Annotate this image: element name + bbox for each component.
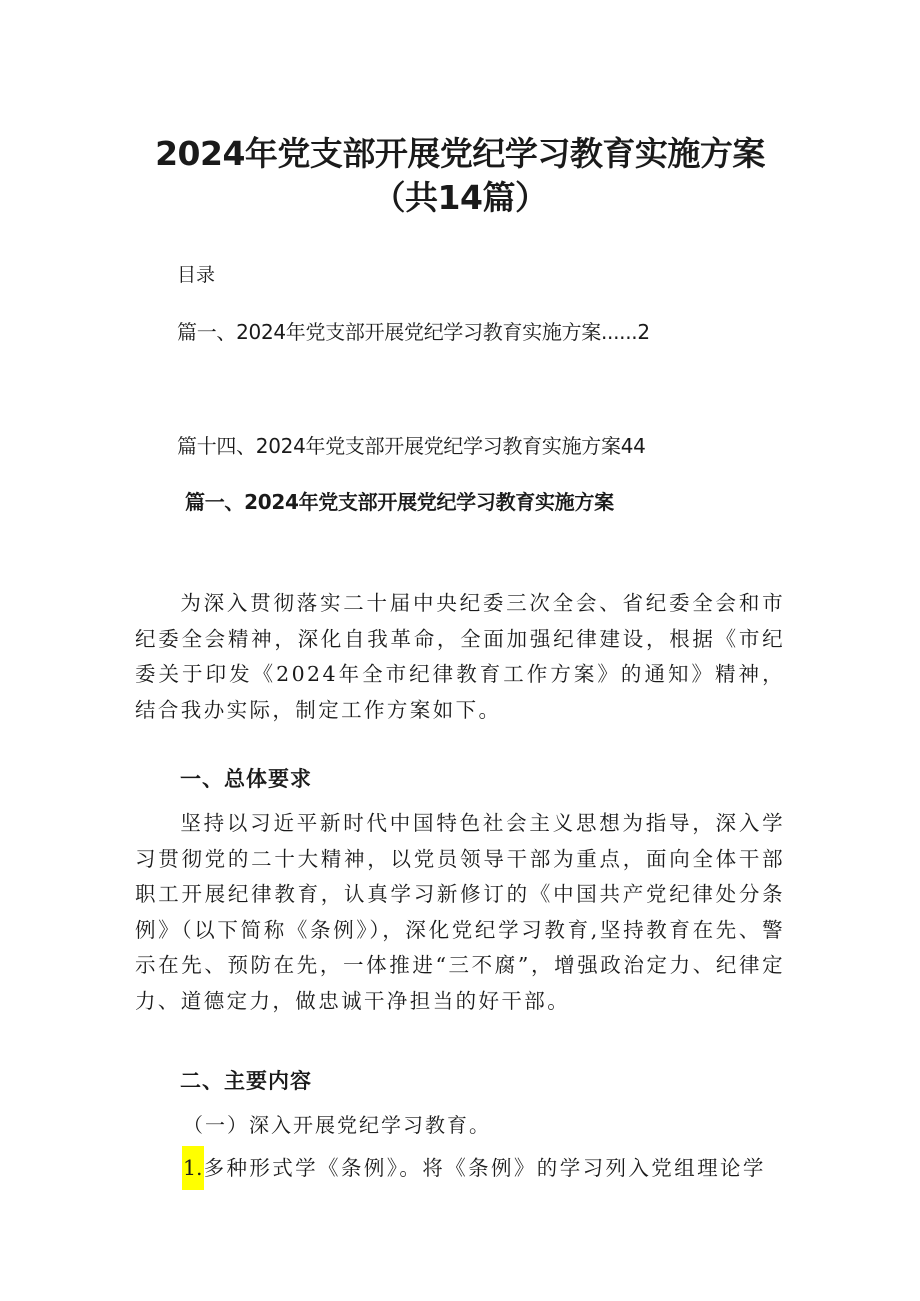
intro-paragraph bbox=[135, 586, 785, 728]
heading-main-content: 二、主要内容 bbox=[180, 1069, 312, 1093]
list-item-text: 多种形式学《条例》。将《条例》的学习列入党组理论学 bbox=[203, 1156, 766, 1180]
document-subtitle: （共14篇） bbox=[372, 178, 548, 217]
highlighted-list-number: 1. bbox=[182, 1146, 204, 1190]
toc-entry[interactable]: 篇十四、2024年党支部开展党纪学习教育实施方案44 bbox=[177, 434, 646, 458]
heading-general-requirements: 一、总体要求 bbox=[180, 767, 312, 791]
toc-label: 目录 bbox=[177, 264, 216, 286]
document-title: 2024年党支部开展党纪学习教育实施方案 bbox=[155, 134, 765, 173]
list-item bbox=[182, 1146, 802, 1190]
intro-paragraph-text: 为深入贯彻落实二十届中央纪委三次全会、省纪委全会和市纪委全会精神，深化自我革命，全面加强纪律建设，根据《市纪委关于印发《2024年全市纪律教育工作方案》的通知》精神，结合我办实际，制定工作方案如下。 bbox=[135, 591, 785, 722]
requirements-paragraph bbox=[135, 806, 785, 1019]
requirements-paragraph-text: 坚持以习近平新时代中国特色社会主义思想为指导，深入学习贯彻党的二十大精神，以党员领导干部为重点，面向全体干部职工开展纪律教育，认真学习新修订的《中国共产党纪律处分条例》（以下简称《条例》），深化党纪学习教育,坚持教育在先、警示在先、预防在先，一体推进“三不腐”，增强政治定力、纪律定力、道德定力，做忠诚干净担当的好干部。 bbox=[135, 811, 785, 1013]
section-heading: 篇一、2024年党支部开展党纪学习教育实施方案 bbox=[185, 490, 614, 514]
toc-entry[interactable]: 篇一、2024年党支部开展党纪学习教育实施方案......2 bbox=[177, 320, 650, 344]
sub-item-heading: （一）深入开展党纪学习教育。 bbox=[183, 1113, 491, 1137]
